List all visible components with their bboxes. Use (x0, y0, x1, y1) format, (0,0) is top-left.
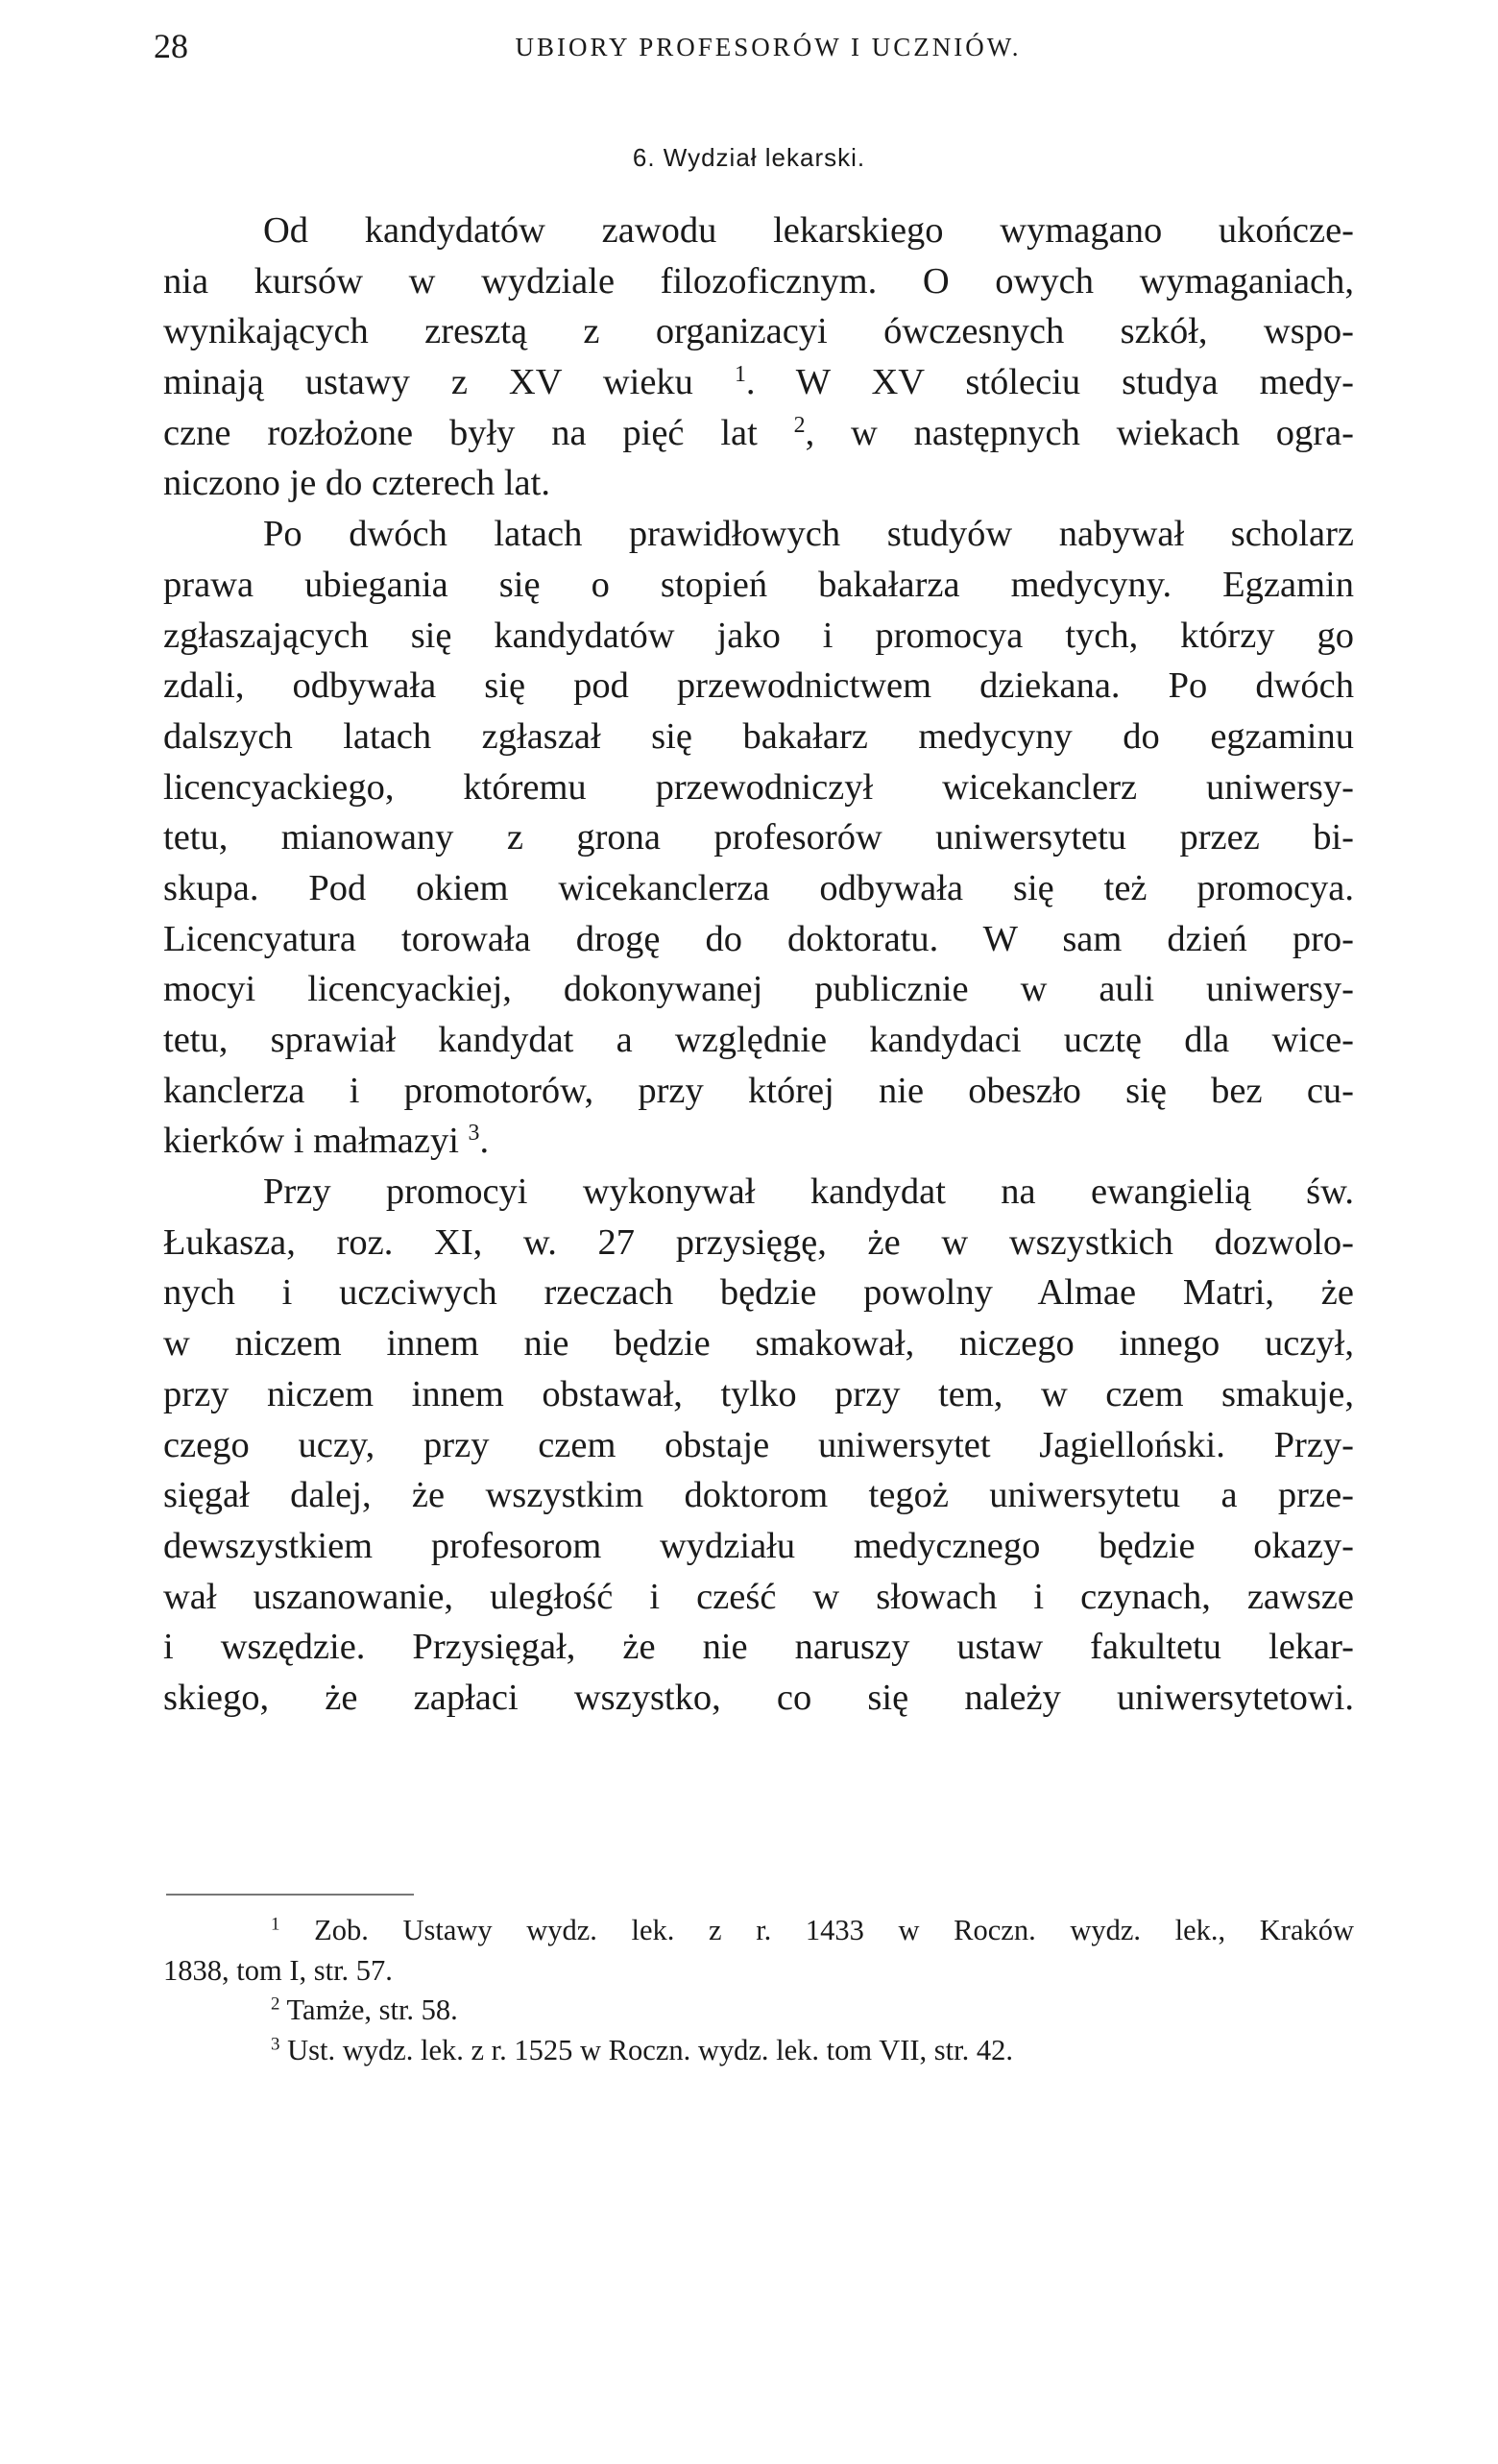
footnote-text: Tamże, str. 58. (286, 1993, 458, 2026)
footnote-reference[interactable]: 1 (734, 361, 746, 387)
footnote-separator (166, 1894, 414, 1896)
footnote (163, 1991, 1354, 2031)
text-line: nia kursów w wydziale filozoficznym. O owych wymaganiach, (163, 260, 1354, 302)
body-text (163, 205, 1354, 1724)
text-line: prawa ubiegania się o stopień bakałarza medycyny. Egzamin (163, 564, 1354, 605)
footnote (163, 2031, 1354, 2071)
text-fragment: minają ustawy z XV wieku (163, 362, 735, 403)
running-title: UBIORY PROFESORÓW I UCZNIÓW. (515, 33, 1022, 61)
text-line: kanclerza i promotorów, przy której nie obeszło się bez cu- (163, 1070, 1354, 1111)
footnote-text: Ust. wydz. lek. z r. 1525 w Roczn. wydz. lek. tom VII, str. 42. (287, 2033, 1013, 2066)
page-number: 28 (154, 27, 188, 65)
text-line: zdali, odbywała się pod przewodnictwem dziekana. Po dwóch (163, 665, 1354, 707)
footnote-text: 1838, tom I, str. 57. (163, 1953, 393, 1987)
text-line: tetu, sprawiał kandydat a względnie kandydaci ucztę dla wice- (163, 1020, 1354, 1060)
text-line: skupa. Pod okiem wicekanclerza odbywała się też promocya. (163, 867, 1354, 908)
text-fragment: . (479, 1121, 490, 1162)
text-line: niczono je do czterech lat. (163, 463, 550, 504)
text-line: wał uszanowanie, uległość i cześć w słowach i czynach, zawsze (163, 1576, 1354, 1617)
text-fragment: . W XV stóleciu studya medy- (745, 362, 1354, 403)
text-line (163, 408, 1354, 459)
text-line: sięgał dalej, że wszystkim doktorom tegoż uniwersytetu a prze- (163, 1475, 1354, 1516)
footnotes (163, 1911, 1354, 2070)
footnote-reference[interactable]: 2 (793, 412, 806, 438)
footnote-marker: 2 (271, 1993, 280, 2015)
footnote-reference[interactable]: 3 (468, 1121, 480, 1147)
text-line (163, 357, 1354, 408)
text-line: Przy promocyi wykonywał kandydat na ewangielią św. (263, 1172, 1354, 1213)
footnote-marker: 3 (271, 2034, 280, 2055)
text-line: wynikających zresztą z organizacyi ówczesnych szkół, wspo- (163, 311, 1354, 352)
footnote (163, 1951, 1354, 1992)
text-line: mocyi licencyackiej, dokonywanej publicznie w auli uniwersy- (163, 969, 1354, 1010)
text-line (163, 1116, 1354, 1167)
text-fragment: kierków i małmazyi (163, 1121, 469, 1162)
text-line: Po dwóch latach prawidłowych studyów nabywał scholarz (263, 514, 1354, 555)
text-line: licencyackiego, któremu przewodniczył wicekanclerz uniwersy- (163, 766, 1354, 808)
text-line: czego uczy, przy czem obstaje uniwersytet Jagielloński. Przy- (163, 1424, 1354, 1465)
section-heading: 6. Wydział lekarski. (632, 143, 866, 172)
text-line: Od kandydatów zawodu lekarskiego wymagano ukończe- (263, 210, 1354, 251)
text-fragment: czne rozłożone były na pięć lat (163, 412, 794, 453)
footnote-marker: 1 (271, 1914, 280, 1935)
text-line: Łukasza, roz. XI, w. 27 przysięgę, że w wszystkich dozwolo- (163, 1221, 1354, 1263)
footnote (163, 1911, 1354, 1951)
text-line: i wszędzie. Przysięgał, że nie naruszy ustaw fakultetu lekar- (163, 1627, 1354, 1668)
text-line: przy niczem innem obstawał, tylko przy tem, w czem smakuje, (163, 1373, 1354, 1414)
text-line: Licencyatura torowała drogę do doktoratu. W sam dzień pro- (163, 918, 1354, 959)
text-line: tetu, mianowany z grona profesorów uniwersytetu przez bi- (163, 817, 1354, 858)
text-line: skiego, że zapłaci wszystko, co się należy uniwersytetowi. (163, 1677, 1354, 1718)
text-fragment: , w następnych wiekach ogra- (805, 412, 1354, 453)
text-line: dewszystkiem profesorom wydziału medycznego będzie okazy- (163, 1525, 1354, 1566)
text-line: zgłaszających się kandydatów jako i promocya tych, którzy go (163, 615, 1354, 656)
text-line: w niczem innem nie będzie smakował, niczego innego uczył, (163, 1323, 1354, 1365)
text-line: dalszych latach zgłaszał się bakałarz medycyny do egzaminu (163, 715, 1354, 757)
footnote-text: Zob. Ustawy wydz. lek. z r. 1433 w Roczn. wydz. lek., Kraków (314, 1914, 1355, 1946)
text-line: nych i uczciwych rzeczach będzie powolny Almae Matri, że (163, 1272, 1354, 1314)
